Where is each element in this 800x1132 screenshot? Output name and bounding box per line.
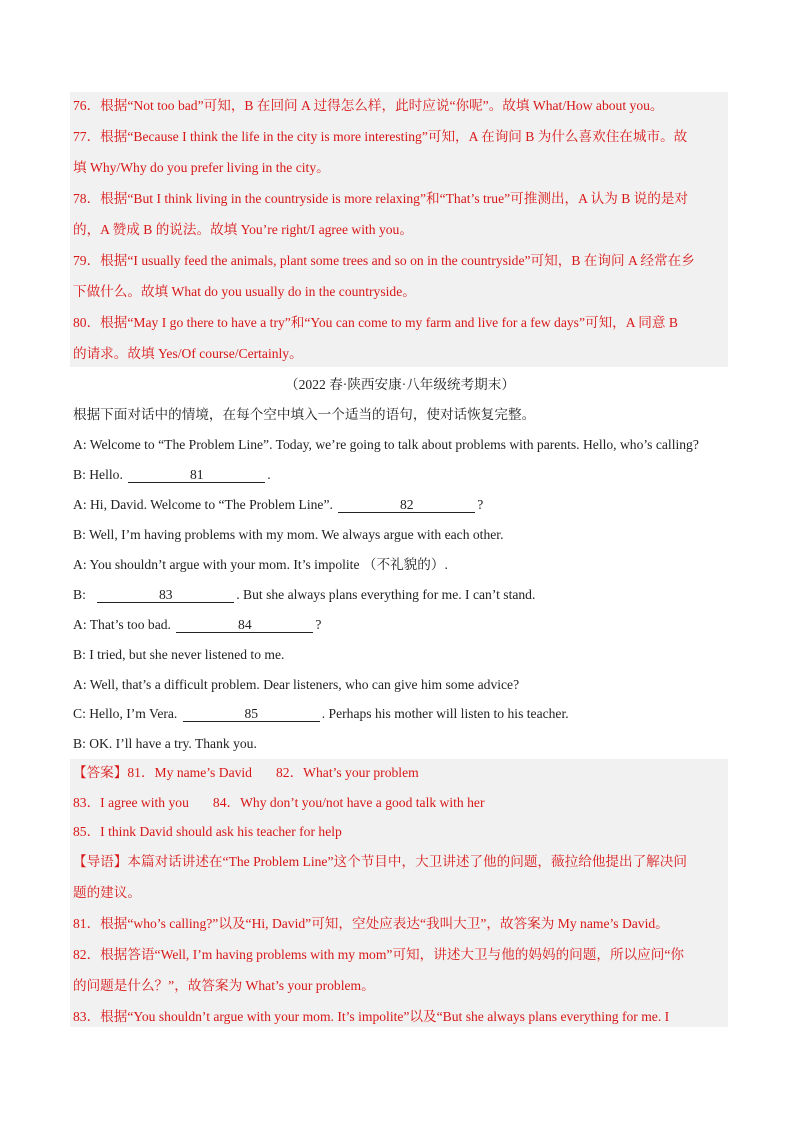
dialogue-text: A: Hi, David. Welcome to “The Problem Line”. xyxy=(73,497,333,512)
guide-line-6: 83．根据“You shouldn’t argue with your mom. It’s impolite”以及“But she always plans everything for me. I xyxy=(73,1009,670,1024)
guide-line-3: 81．根据“who’s calling?”以及“Hi, David”可知，空处应表达“我叫大卫”，故答案为 My name’s David。 xyxy=(73,916,669,931)
question-source: （2022 春·陕西安康·八年级统考期末） xyxy=(285,377,515,392)
guide-line-5: 的问题是什么？”，故答案为 What’s your problem。 xyxy=(73,978,375,993)
explanation-76: 76．根据“Not too bad”可知，B 在回问 A 过得怎么样，此时应说“你呢”。故填 What/How about you。 xyxy=(73,98,664,113)
dialogue-line-3 xyxy=(73,496,483,514)
guide-line-4: 82．根据答语“Well, I’m having problems with my mom”可知，讲述大卫与他的妈妈的问题，所以应问“你 xyxy=(73,947,684,962)
guide-line-2: 题的建议。 xyxy=(73,885,141,900)
explanation-77-cont: 填 Why/Why do you prefer living in the city。 xyxy=(73,160,330,175)
dialogue-line-10 xyxy=(73,705,569,723)
explanation-79: 79．根据“I usually feed the animals, plant some trees and so on in the countryside”可知，B 在询问 A 经常在乡 xyxy=(73,253,695,268)
dialogue-text: . But she always plans everything for me. I can’t stand. xyxy=(236,587,536,602)
blank-number: 85 xyxy=(244,706,259,721)
dialogue-text: C: Hello, I’m Vera. xyxy=(73,706,178,721)
blank-number: 81 xyxy=(189,467,204,482)
explanation-79-cont: 下做什么。故填 What do you usually do in the countryside。 xyxy=(73,284,416,299)
answer-82: 82．What’s your problem xyxy=(275,765,419,780)
blank-83[interactable] xyxy=(97,587,234,603)
dialogue-line-5: A: You shouldn’t argue with your mom. It’s impolite （不礼貌的）. xyxy=(73,557,448,572)
dialogue-text: . Perhaps his mother will listen to his teacher. xyxy=(321,706,569,721)
answer-83: 83．I agree with you xyxy=(73,795,189,810)
answer-81: 【答案】81．My name’s David xyxy=(73,765,252,780)
dialogue-text: B: xyxy=(73,587,86,602)
answer-line-3: 85．I think David should ask his teacher for help xyxy=(73,824,342,839)
explanation-80-cont: 的请求。故填 Yes/Of course/Certainly。 xyxy=(73,346,303,361)
dialogue-text: B: Hello. xyxy=(73,467,123,482)
blank-81[interactable] xyxy=(128,467,265,483)
instruction: 根据下面对话中的情境，在每个空中填入一个适当的语句，使对话恢复完整。 xyxy=(73,407,536,422)
dialogue-text: ? xyxy=(315,617,322,632)
dialogue-line-4: B: Well, I’m having problems with my mom. We always argue with each other. xyxy=(73,527,504,542)
dialogue-text: ? xyxy=(477,497,484,512)
blank-84[interactable] xyxy=(176,617,313,633)
dialogue-text: A: That’s too bad. xyxy=(73,617,171,632)
dialogue-line-8: B: I tried, but she never listened to me. xyxy=(73,647,285,662)
explanation-77: 77．根据“Because I think the life in the city is more interesting”可知，A 在询问 B 为什么喜欢住在城市。故 xyxy=(73,129,688,144)
dialogue-line-6 xyxy=(73,586,535,604)
dialogue-line-2 xyxy=(73,466,271,484)
dialogue-text: . xyxy=(267,467,271,482)
blank-number: 84 xyxy=(238,617,252,632)
explanation-80: 80．根据“May I go there to have a try”和“You can come to my farm and live for a few days”可知，A 同意 B xyxy=(73,315,678,330)
guide-line-1: 【导语】本篇对话讲述在“The Problem Line”这个节目中，大卫讲述了他的问题，薇拉给他提出了解决问 xyxy=(73,854,687,869)
blank-number: 83 xyxy=(158,587,173,602)
blank-number: 82 xyxy=(400,497,414,512)
blank-85[interactable] xyxy=(183,706,320,722)
answer-84: 84．Why don’t you/not have a good talk with her xyxy=(212,795,485,810)
blank-82[interactable] xyxy=(338,497,475,513)
dialogue-line-11: B: OK. I’ll have a try. Thank you. xyxy=(73,736,257,751)
dialogue-line-7 xyxy=(73,616,321,634)
dialogue-line-1: A: Welcome to “The Problem Line”. Today, we’re going to talk about problems with parents. Hello, who’s calling? xyxy=(73,437,699,452)
explanation-78: 78．根据“But I think living in the countryside is more relaxing”和“That’s true”可推测出，A 认为 B 说的是对 xyxy=(73,191,689,206)
explanation-78-cont: 的，A 赞成 B 的说法。故填 You’re right/I agree with you。 xyxy=(73,222,413,237)
answer-line-2 xyxy=(73,794,484,812)
dialogue-line-9: A: Well, that’s a difficult problem. Dear listeners, who can give him some advice? xyxy=(73,677,520,692)
answer-line-1 xyxy=(73,764,419,782)
